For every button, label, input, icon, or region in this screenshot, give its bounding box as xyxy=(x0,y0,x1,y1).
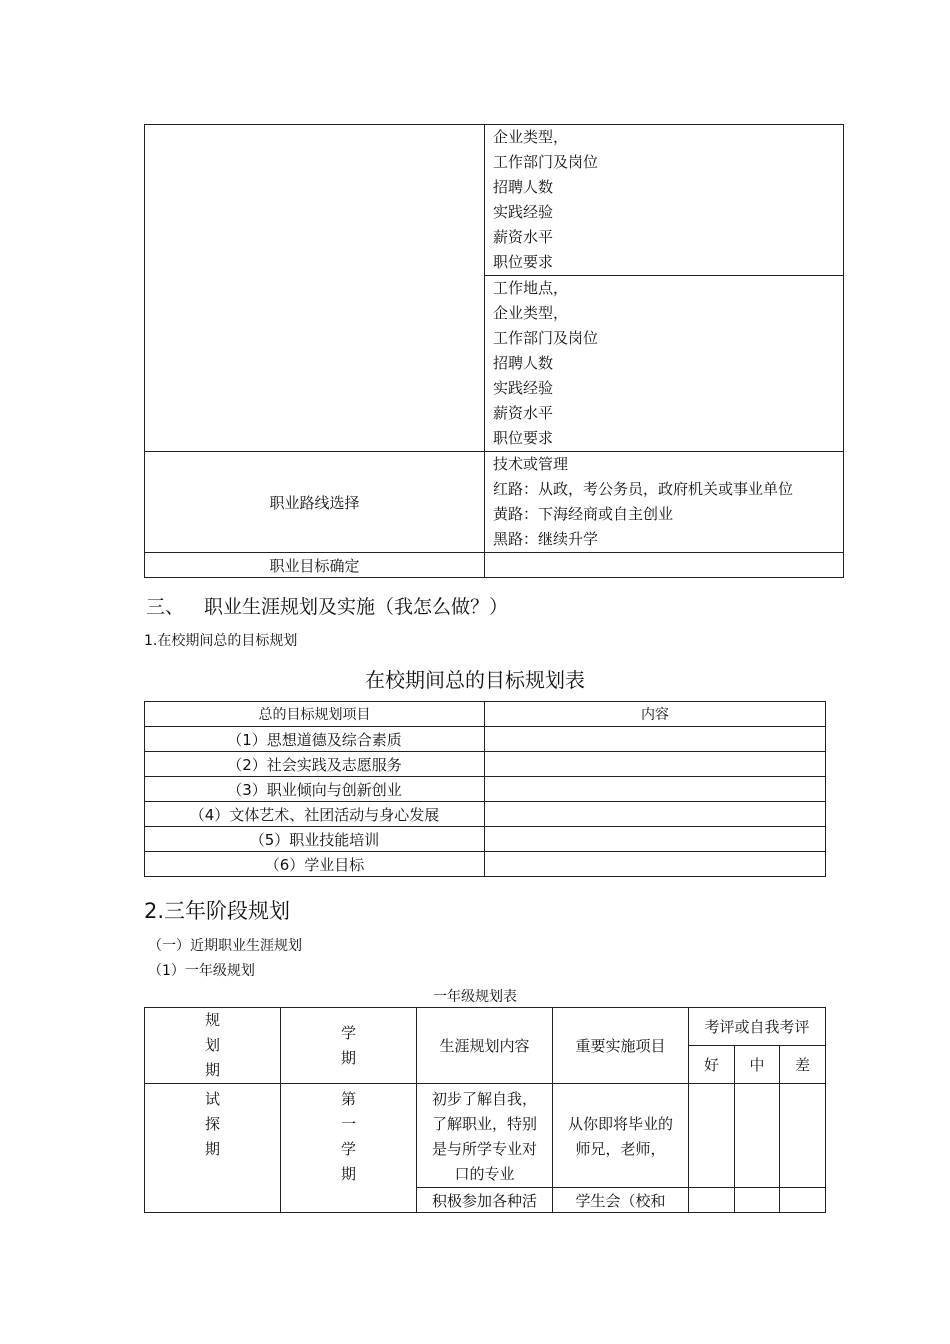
term-cell xyxy=(281,1084,417,1213)
term-header-char: 期 xyxy=(340,1048,356,1067)
term-header xyxy=(281,1008,417,1084)
left-blank-cell xyxy=(145,125,485,452)
goal-label-cell: 职业目标确定 xyxy=(145,553,485,578)
goal-row-content xyxy=(485,827,826,852)
content-line: 初步了解自我， xyxy=(431,1090,537,1108)
route-option-line: 黑路：继续升学 xyxy=(493,530,599,548)
goal-row-label: （4）文体艺术、社团活动与身心发展 xyxy=(145,802,485,827)
section2-heading: 2.三年阶段规划 xyxy=(144,899,291,923)
job-info-line: 企业类型， xyxy=(493,304,569,322)
eval-poor: 差 xyxy=(780,1046,826,1084)
term-header-char: 学 xyxy=(340,1023,356,1042)
eval-medium-cell xyxy=(735,1084,780,1188)
period-char: 探 xyxy=(204,1115,220,1133)
goal-content-cell xyxy=(485,553,844,578)
term-char: 第 xyxy=(340,1090,356,1108)
eval-good-cell xyxy=(689,1188,735,1213)
period-header-char: 规 xyxy=(204,1011,220,1029)
goal-row-content xyxy=(485,802,826,827)
route-label-cell: 职业路线选择 xyxy=(145,452,485,553)
period-header-char: 期 xyxy=(204,1061,220,1079)
goal-row-label: （2）社会实践及志愿服务 xyxy=(145,752,485,777)
items-line: 从你即将毕业的 xyxy=(567,1115,673,1133)
section3-heading xyxy=(146,592,508,619)
eval-good-cell xyxy=(689,1084,735,1188)
route-option-line: 红路：从政，考公务员，政府机关或事业单位 xyxy=(493,480,794,498)
goal-row-label: （6）学业目标 xyxy=(145,852,485,877)
job-info-line: 工作部门及岗位 xyxy=(493,329,599,347)
job-info-line: 企业类型， xyxy=(493,128,569,146)
goal-header-item: 总的目标规划项目 xyxy=(145,702,485,727)
job-info-line: 工作地点， xyxy=(493,279,569,297)
job-info-cell-2 xyxy=(485,276,844,452)
period-cell xyxy=(145,1084,281,1213)
period-header-char: 划 xyxy=(204,1036,220,1054)
route-option-line: 黄路：下海经商或自主创业 xyxy=(493,505,674,523)
section3-title: 职业生涯规划及实施（我怎么做？） xyxy=(204,596,509,618)
job-info-line: 薪资水平 xyxy=(493,228,554,246)
content-line: 口的专业 xyxy=(454,1165,515,1183)
job-info-line: 招聘人数 xyxy=(493,354,554,372)
content-cell xyxy=(417,1084,553,1188)
goal-row-content xyxy=(485,752,826,777)
period-header xyxy=(145,1008,281,1084)
goal-row-content xyxy=(485,777,826,802)
items-header: 重要实施项目 xyxy=(553,1008,689,1084)
job-info-line: 职位要求 xyxy=(493,429,554,447)
goal-row-label: （3）职业倾向与创新创业 xyxy=(145,777,485,802)
items-cell-2: 学生会（校和 xyxy=(553,1188,689,1213)
route-options-cell xyxy=(485,452,844,553)
near-term-heading: （一）近期职业生涯规划 xyxy=(148,938,302,954)
eval-poor-cell xyxy=(780,1188,826,1213)
term-char: 一 xyxy=(340,1115,356,1133)
items-cell xyxy=(553,1084,689,1188)
content-header: 生涯规划内容 xyxy=(417,1008,553,1084)
goal-row-content xyxy=(485,852,826,877)
eval-good: 好 xyxy=(689,1046,735,1084)
job-info-line: 职位要求 xyxy=(493,253,554,271)
career-info-table xyxy=(144,124,844,578)
grade1-heading: （1）一年级规划 xyxy=(148,963,255,979)
goal-header-content: 内容 xyxy=(485,702,826,727)
goal-row-label: （1）思想道德及综合素质 xyxy=(145,727,485,752)
term-char: 学 xyxy=(340,1140,356,1158)
period-char: 试 xyxy=(204,1090,220,1108)
content-line: 了解职业，特别 xyxy=(431,1115,537,1133)
section3-number: 三、 xyxy=(146,596,185,618)
goal-table xyxy=(144,701,826,877)
job-info-line: 实践经验 xyxy=(493,379,554,397)
items-line: 师兄，老师， xyxy=(575,1140,666,1158)
grade-table-title: 一年级规划表 xyxy=(433,989,517,1005)
goal-row-content xyxy=(485,727,826,752)
route-option-line: 技术或管理 xyxy=(493,455,569,473)
eval-header: 考评或自我考评 xyxy=(689,1008,826,1046)
goal-table-title: 在校期间总的目标规划表 xyxy=(365,668,585,692)
term-char: 期 xyxy=(340,1165,356,1183)
job-info-line: 实践经验 xyxy=(493,203,554,221)
goal-row-label: （5）职业技能培训 xyxy=(145,827,485,852)
eval-poor-cell xyxy=(780,1084,826,1188)
content-line: 是与所学专业对 xyxy=(431,1140,537,1158)
eval-medium: 中 xyxy=(735,1046,780,1084)
eval-medium-cell xyxy=(735,1188,780,1213)
job-info-line: 招聘人数 xyxy=(493,178,554,196)
job-info-line: 薪资水平 xyxy=(493,404,554,422)
subsection1-heading: 1.在校期间总的目标规划 xyxy=(144,633,298,649)
grade-plan-table xyxy=(144,1007,826,1213)
job-info-cell-1 xyxy=(485,125,844,276)
job-info-line: 工作部门及岗位 xyxy=(493,153,599,171)
content-cell-2: 积极参加各种活 xyxy=(417,1188,553,1213)
period-char: 期 xyxy=(204,1140,220,1158)
